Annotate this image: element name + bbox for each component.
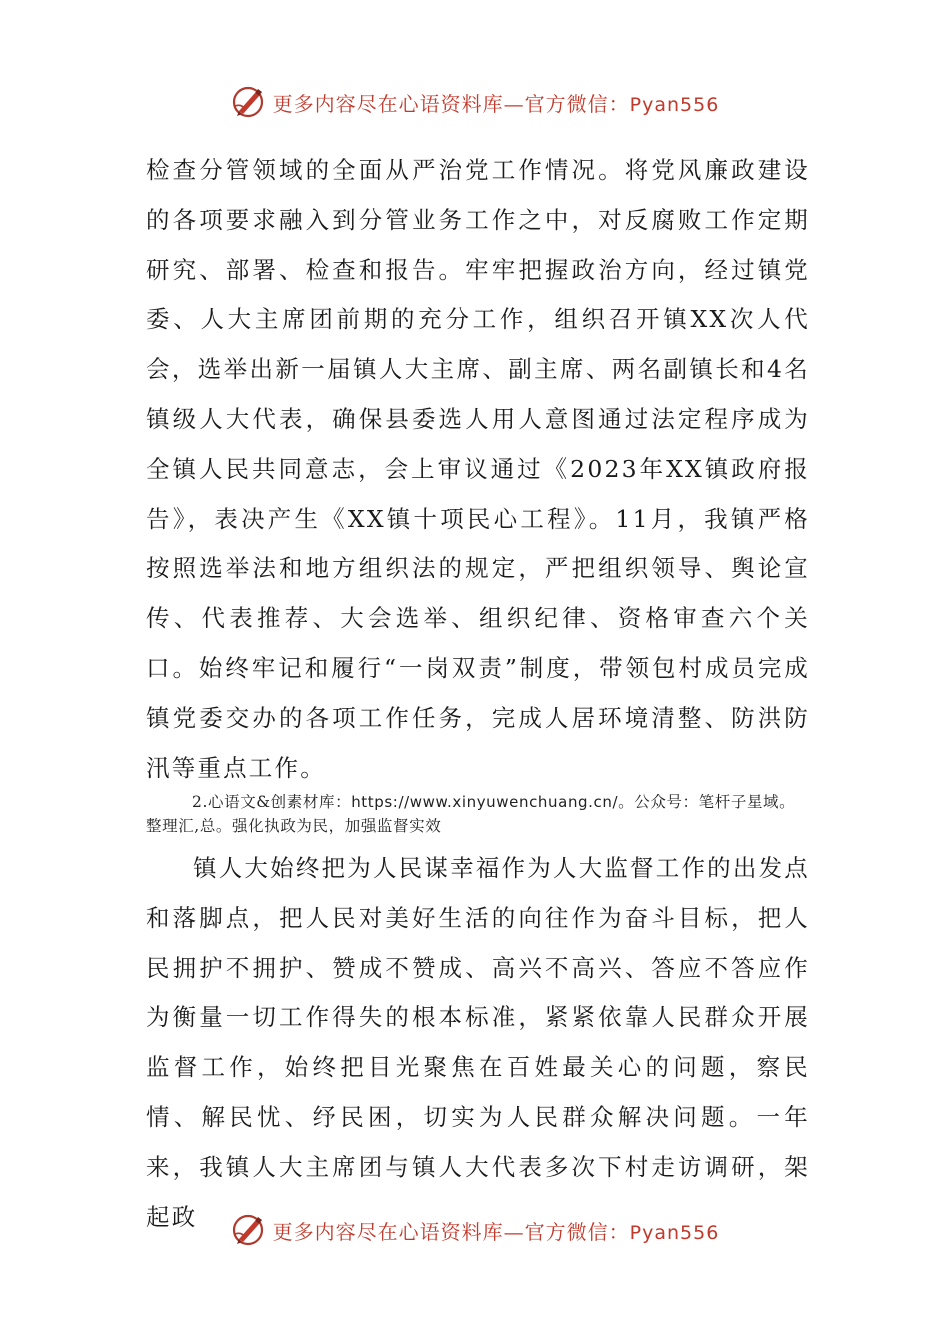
footer-wechat-id: Pyan556 [629, 1221, 720, 1244]
note-prefix: 2.心语文&创素材库： [192, 793, 352, 811]
header-wechat-id: Pyan556 [629, 93, 720, 116]
body-paragraph-1: 检查分管领域的全面从严治党工作情况。将党风廉政建设的各项要求融入到分管业务工作之中，对反腐败工作定期研究、部署、检查和报告。牢牢把握政治方向，经过镇党委、人大主席团前期的充分工作，组织召开镇XX次人代会，选举出新一届镇人大主席、副主席、两名副镇长和4名镇级人大代表，确保县委选人用人意图通过法定程序成为全镇人民共同意志，会上审议通过《2023年XX镇政府报告》，表决产生《XX镇十项民心工程》。11月，我镇严格按照选举法和地方组织法的规定，严把组织领导、舆论宣传、代表推荐、大会选举、组织纪律、资格审查六个关口。始终牢记和履行“一岗双责”制度，带领包村成员完成镇党委交办的各项工作任务，完成人居环境清整、防洪防汛等重点工作。 [146, 156, 810, 782]
header-banner-content [231, 84, 720, 120]
header-banner [0, 80, 950, 124]
footer-dash: — [503, 1219, 525, 1244]
footer-banner-content [231, 1212, 720, 1248]
note-url: https://www.xinyuwenchuang.cn/ [351, 793, 619, 811]
header-official-label: 官方微信： [524, 91, 630, 116]
note-suffix: 。公众号：笔杆子星域。整理汇,总。强化执政为民，加强监督实效 [146, 793, 796, 835]
header-dash: — [503, 91, 525, 116]
footer-official-label: 官方微信： [524, 1219, 630, 1244]
header-brand-text: 更多内容尽在心语资料库 [272, 91, 504, 116]
footer-banner-text [273, 1216, 720, 1245]
footer-brand-text: 更多内容尽在心语资料库 [272, 1219, 504, 1244]
pen-logo-icon [231, 84, 267, 120]
body-paragraph-3: 镇人大始终把为人民谋幸福作为人大监督工作的出发点和落脚点，把人民对美好生活的向往作为奋斗目标，把人民拥护不拥护、赞成不赞成、高兴不高兴、答应不答应作为衡量一切工作得失的根本标准，紧紧依靠人民群众开展监督工作，始终把目光聚焦在百姓最关心的问题，察民情、解民忧、纾民困，切实为人民群众解决问题。一年来，我镇人大主席团与镇人大代表多次下村走访调研，架起政 [146, 854, 810, 1231]
pen-logo-icon [231, 1212, 267, 1248]
source-note [146, 790, 810, 838]
footer-banner [0, 1208, 950, 1252]
header-banner-text [273, 88, 720, 117]
